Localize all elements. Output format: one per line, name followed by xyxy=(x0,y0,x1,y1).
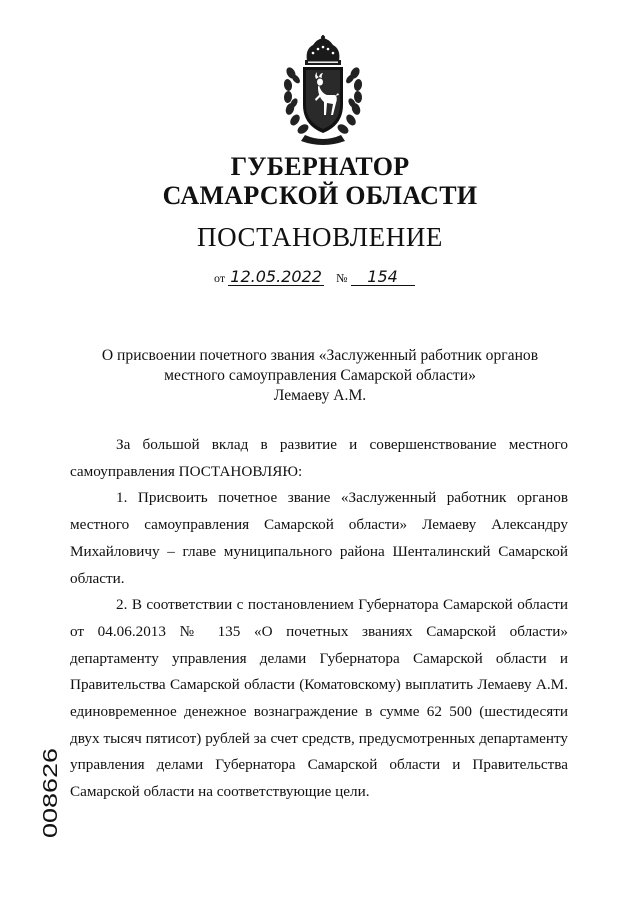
document-subject xyxy=(90,346,550,406)
serial-number-text: 008626 xyxy=(40,771,62,838)
document-body xyxy=(70,432,568,806)
body-item-2-paragraph: 2. В соответствии с постановлением Губернатора Самарской области от 04.06.2013 № 135 «О почетных званиях Самарской области» департаменту управления делами Губернатора Самарской области и Правительства Самарской области (Коматовскому) выплатить Лемаеву А.М. единовременное денежное вознаграждение в сумме 62 500 (шестидесяти двух тысяч пятисот) рублей за счет средств, предусмотренных департаменту управления делами Губернатора Самарской области и Правительства Самарской области на соответствующие цели. xyxy=(70,596,568,801)
body-item-1-paragraph: 1. Присвоить почетное звание «Заслуженный работник органов местного самоуправления Самарской области» Лемаеву Александру Михайловичу – главе муниципального района Шенталинский Самарской области. xyxy=(70,489,568,587)
body-intro-paragraph: За большой вклад в развитие и совершенствование местного самоуправления ПОСТАНОВЛЯЮ: xyxy=(70,436,568,480)
subject-line-1: О присвоении почетного звания «Заслуженный работник органов xyxy=(101,347,539,364)
subject-line-3: Лемаеву А.М. xyxy=(273,387,367,404)
issuer-title-line2: САМАРСКОЙ ОБЛАСТИ xyxy=(162,181,478,210)
issuer-title-line1: ГУБЕРНАТОР xyxy=(230,152,410,181)
margin-serial-stamp xyxy=(38,746,62,840)
document-number: 154 xyxy=(351,268,415,286)
date-number-line xyxy=(214,268,415,286)
number-label: № xyxy=(336,271,348,285)
document-type-heading: ПОСТАНОВЛЕНИЕ xyxy=(196,222,444,252)
date-from-label: от xyxy=(214,271,226,285)
subject-line-2: местного самоуправления Самарской области» xyxy=(164,367,476,384)
document-date: 12.05.2022 xyxy=(228,268,324,286)
coat-of-arms-emblem xyxy=(283,35,363,147)
